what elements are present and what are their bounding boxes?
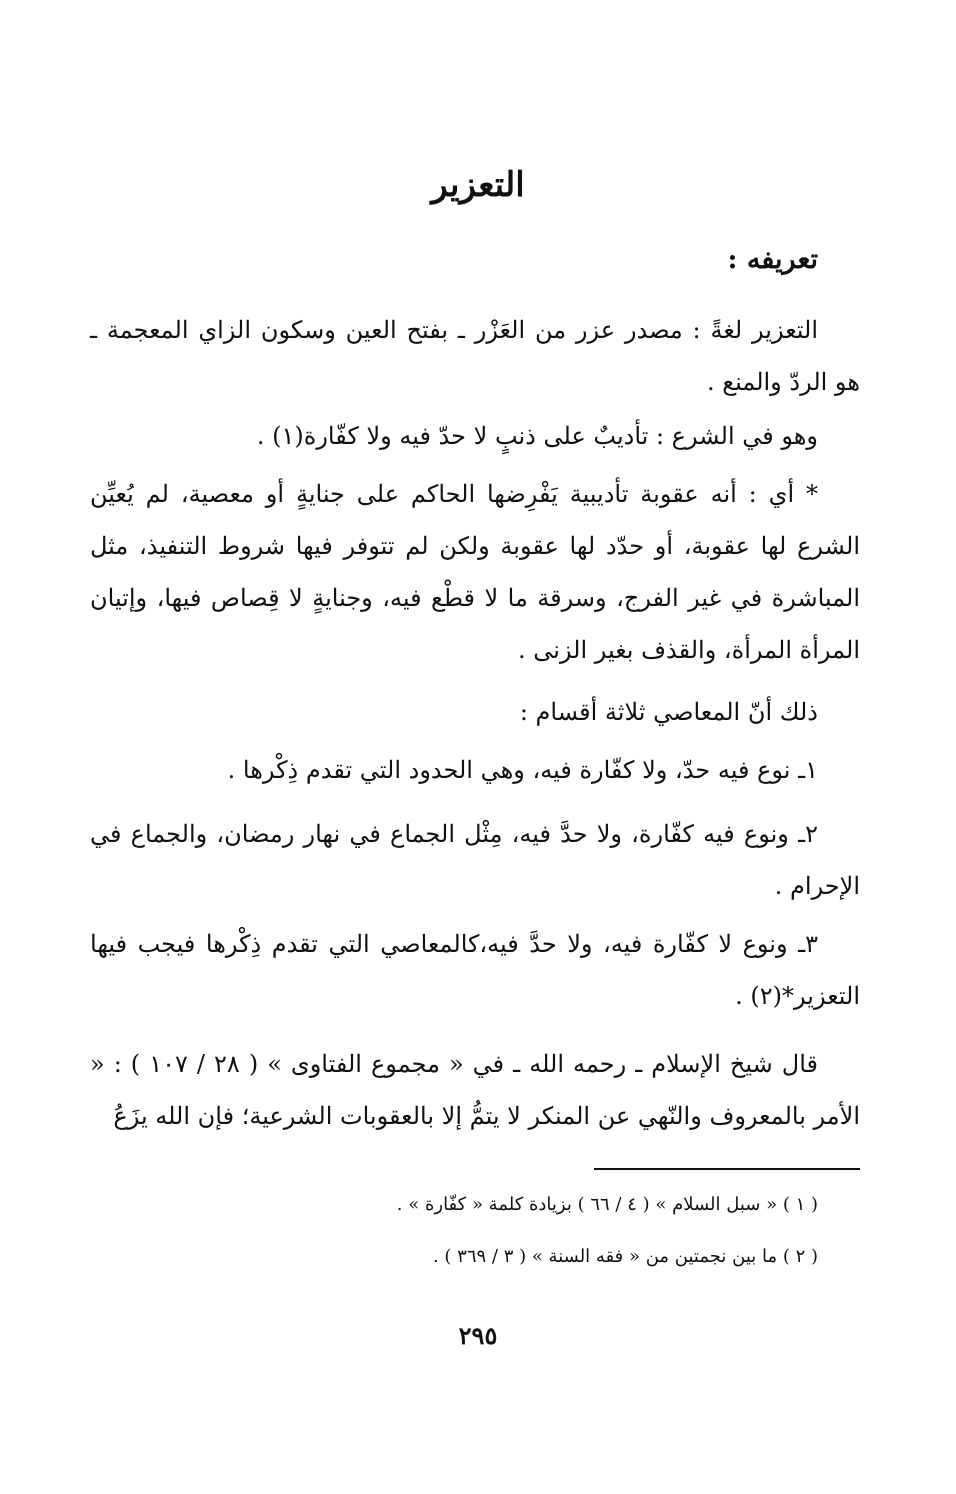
footnote-1: ( ١ ) « سبل السلام » ( ٤ / ٦٦ ) بزيادة كلمة « كفّارة » .	[396, 1194, 818, 1215]
section-heading: تعريفه :	[727, 244, 818, 275]
paragraph-linguistic-definition: التعزير لغةً : مصدر عزر من العَزْر ـ بفتح العين وسكون الزاي المعجمة ـ هو الردّ والمنع .	[90, 316, 860, 396]
page-number: ٢٩٥	[458, 1321, 498, 1350]
paragraph-legal-definition: وهو في الشرع : تأديبٌ على ذنبٍ لا حدّ فيه ولا كفّارة(١) .	[256, 422, 818, 450]
footnote-divider	[594, 1168, 860, 1170]
list-item-category-1: ١ـ نوع فيه حدّ، ولا كفّارة فيه، وهي الحدود التي تقدم ذِكْرها .	[227, 756, 818, 784]
paragraph-categories-intro: ذلك أنّ المعاصي ثلاثة أقسام :	[519, 698, 818, 726]
paragraph-quotation: قال شيخ الإسلام ـ رحمه الله ـ في « مجموع الفتاوى » ( ٢٨ / ١٠٧ ) : « الأمر بالمعروف والنّهي عن المنكر لا يتمُّ إلا بالعقوبات الشرعية؛ فإن الله يزَعُ	[90, 1050, 860, 1130]
list-item-category-3: ٣ـ ونوع لا كفّارة فيه، ولا حدَّ فيه،كالمعاصي التي تقدم ذِكْرها فيجب فيها التعزير*(٢) .	[90, 930, 860, 1010]
paragraph-explanation: * أي : أنه عقوبة تأديبية يَفْرِضها الحاكم على جنايةٍ أو معصية، لم يُعيِّن الشرع لها عقوبة، أو حدّد لها عقوبة ولكن لم تتوفر فيها شروط التنفيذ، مثل المباشرة في غير الفرج، وسرقة ما لا قطْع فيه، وجنايةٍ لا قِصاص فيها، وإتيان المرأة المرأة، والقذف بغير الزنى .	[90, 480, 860, 664]
list-item-category-2: ٢ـ ونوع فيه كفّارة، ولا حدَّ فيه، مِثْل الجماع في نهار رمضان، والجماع في الإحرام .	[90, 820, 860, 900]
chapter-title: التعزير	[431, 165, 525, 205]
footnote-2: ( ٢ ) ما بين نجمتين من « فقه السنة » ( ٣ / ٣٦٩ ) .	[432, 1246, 818, 1267]
